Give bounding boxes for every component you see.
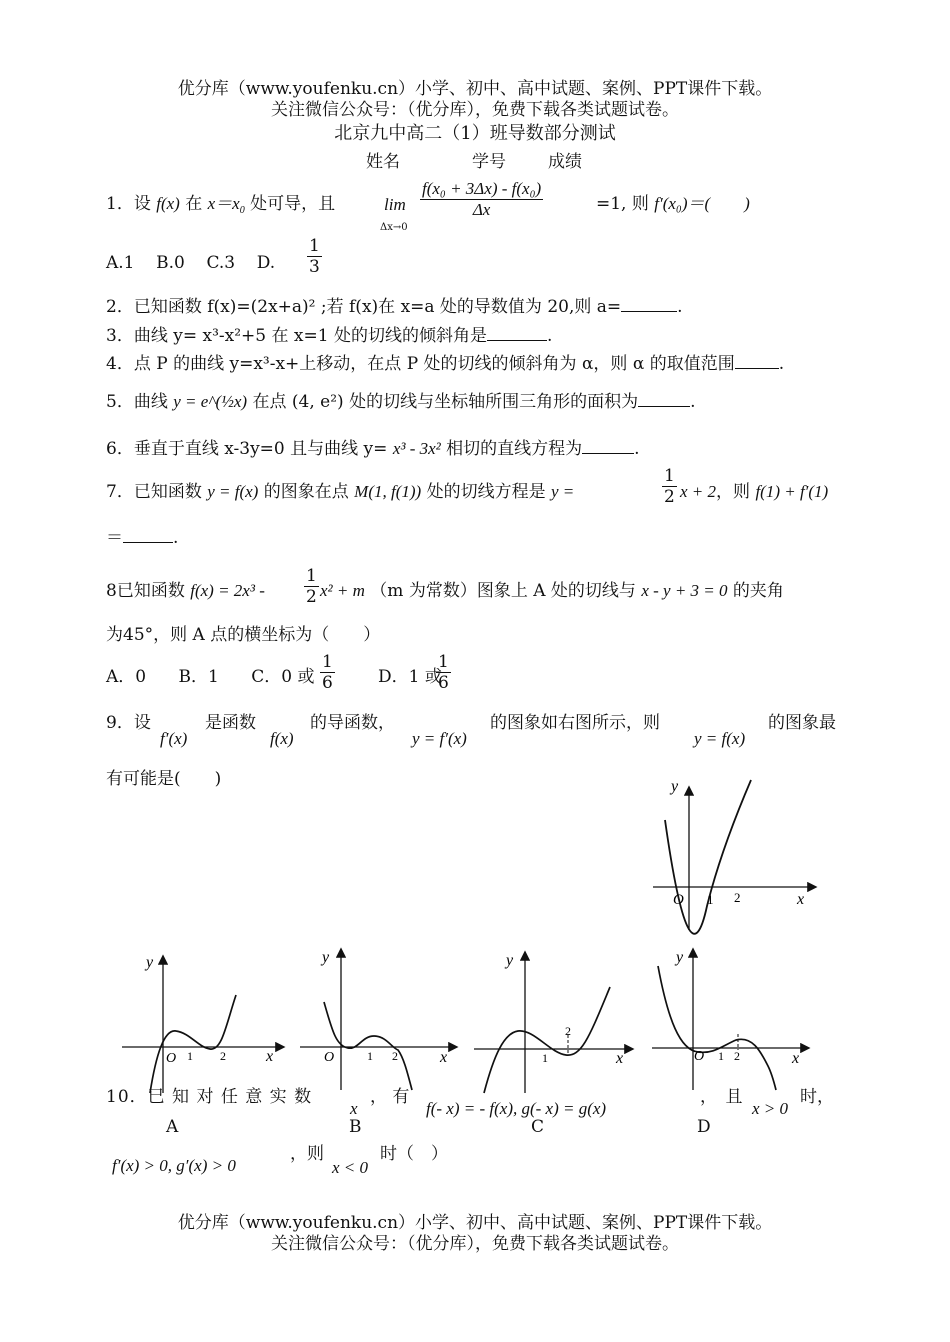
question-10: 10．已 知 对 任 意 实 数: [106, 1087, 313, 1107]
question-8-tail: x² + m （m 为常数）图象上 A 处的切线与 x - y + 3 = 0 的夹角: [320, 581, 784, 601]
tick-1: 1: [718, 1049, 724, 1063]
question-5: 5．曲线 y = e^(½x) 在点 (4, e²) 处的切线与坐标轴所围三角形的面积为 .: [106, 392, 696, 412]
tick-1: 1: [707, 892, 714, 907]
limit-subscript: Δx→0: [380, 222, 408, 233]
q10-condition-3: x < 0: [332, 1158, 369, 1177]
q8-choice-b: B．1: [178, 667, 219, 687]
y-label: y: [506, 952, 514, 969]
q8-choice-a: A．0: [106, 667, 147, 687]
tick-2: 2: [392, 1049, 398, 1063]
q8-choice-c-fraction: $\frac{1}{6}$: [322, 652, 333, 693]
question-1-choices: [106, 252, 275, 274]
tick-2: 2: [565, 1024, 571, 1038]
choice-b: B.0: [156, 253, 185, 273]
name-field-label: 姓名: [366, 152, 400, 172]
q9-y-function: y = f(x): [694, 729, 746, 748]
choice-a: A.1: [106, 253, 135, 273]
option-label-d: D: [697, 1117, 711, 1137]
id-field-label: 学号: [472, 152, 506, 172]
q10-condition: f(- x) = - f(x), g(- x) = g(x): [426, 1099, 607, 1118]
curve-d: [658, 966, 776, 1090]
q10-line-2-condition: f′(x) > 0, g′(x) > 0: [112, 1156, 236, 1175]
limit-fraction: $\frac{\text{f(x₀ + 3Δx) - f(x₀)}}{\Delta x}$: [422, 179, 542, 219]
q8-choice-c: C．0 或: [251, 667, 315, 687]
q10-text-4: 时，: [800, 1087, 834, 1107]
question-8-line-2: 为45°，则 A 点的横坐标为（ ）: [106, 625, 381, 645]
q10-line-2-text: ，则: [290, 1144, 324, 1164]
footer-line-1: 优分库（www.youfenku.cn）小学、初中、高中试题、案例、PPT课件下载。: [177, 1213, 773, 1233]
question-6: 6．垂直于直线 x-3y=0 且与曲线 y= x³ - 3x² 相切的直线方程为 .: [106, 439, 640, 459]
y-label: y: [322, 949, 330, 966]
origin-label: O: [694, 1049, 705, 1064]
question-8: 8已知函数 f(x) = 2x³ -: [106, 581, 265, 601]
parabola-curve: [665, 780, 751, 934]
limit-symbol: lim: [384, 195, 406, 214]
q9-text-2: 是函数: [205, 713, 256, 733]
page-title: 北京九中高二（1）班导数部分测试: [334, 123, 616, 144]
option-d-graph: [648, 940, 818, 1095]
origin-label: O: [166, 1051, 177, 1066]
choice-d: D.: [256, 253, 276, 273]
q10-line-2-tail: 时（ ）: [380, 1144, 448, 1164]
x-label: x: [440, 1049, 448, 1066]
tick-1: 1: [187, 1049, 193, 1063]
q10-var: x: [350, 1099, 358, 1118]
option-a-graph: [118, 945, 288, 1095]
question-7-tail: x + 2，则 f(1) + f′(1): [680, 482, 829, 502]
choice-c: C.3: [206, 253, 236, 273]
tick-2: 2: [734, 890, 741, 905]
header-line-1: 优分库（www.youfenku.cn）小学、初中、高中试题、案例、PPT课件下载。: [177, 79, 773, 99]
option-label-b: B: [349, 1117, 362, 1137]
option-label-a: A: [166, 1117, 179, 1137]
q9-derivative: f′(x): [160, 729, 188, 748]
x-label: x: [616, 1050, 624, 1067]
q9-text-3: 的导函数，: [310, 713, 395, 733]
x-label: x: [797, 891, 805, 908]
q9-text-5: 的图象最: [768, 713, 836, 733]
curve-c: [484, 987, 610, 1093]
q10-text-2: ， 有: [370, 1087, 410, 1107]
origin-label: O: [673, 892, 684, 908]
y-label: y: [146, 954, 154, 971]
option-b-graph: [296, 940, 466, 1095]
question-9: 9．设: [106, 713, 151, 733]
derivative-graph: [645, 770, 820, 940]
option-c-graph: [470, 945, 640, 1095]
question-8-choices: [106, 666, 315, 688]
q10-condition-2: x > 0: [752, 1099, 789, 1118]
question-2: 2．已知函数 f(x)=(2x+a)² ;若 f(x)在 x=a 处的导数值为 20,则 a= .: [106, 297, 683, 317]
origin-label: O: [324, 1050, 335, 1065]
tick-2: 2: [220, 1049, 226, 1063]
header-line-2: 关注微信公众号：（优分库），免费下载各类试题试卷。: [271, 100, 679, 120]
tick-1: 1: [367, 1049, 373, 1063]
tick-1: 1: [542, 1051, 548, 1065]
option-label-c: C: [531, 1117, 545, 1137]
question-1: 1．设 f(x) 在 $x=x_0$ 处可导，且: [106, 194, 336, 216]
q8-choice-d: D．1 或: [378, 667, 442, 687]
q9-function: f(x): [270, 729, 294, 748]
x-label: x: [266, 1048, 274, 1065]
question-7-line-2: ＝ .: [106, 528, 179, 548]
tick-2: 2: [734, 1049, 740, 1063]
footer-line-2: 关注微信公众号：（优分库），免费下载各类试题试卷。: [271, 1234, 679, 1254]
q9-text-4: 的图象如右图所示，则: [490, 713, 660, 733]
curve-b: [324, 1002, 412, 1090]
choice-d-fraction: $\frac{1}{3}$: [309, 236, 320, 277]
y-label: y: [676, 949, 684, 966]
q8-fraction: $\frac{1}{2}$: [306, 566, 317, 607]
question-1-tail: =1, 则 f′(x₀)＝( ): [596, 194, 750, 214]
question-4: 4．点 P 的曲线 y=x³-x+上移动，在点 P 处的切线的倾斜角为 α，则 α 的取值范围 .: [106, 354, 785, 374]
score-field-label: 成绩: [548, 152, 582, 172]
q9-y-derivative: y = f′(x): [412, 729, 467, 748]
q8-choice-d-fraction: $\frac{1}{6}$: [438, 652, 449, 693]
question-9-line-2: 有可能是( ): [106, 769, 222, 789]
x-label: x: [792, 1050, 800, 1067]
question-3: 3．曲线 y= x³-x²+5 在 x=1 处的切线的倾斜角是 .: [106, 326, 553, 346]
q10-text-3: ， 且: [700, 1087, 743, 1107]
q7-fraction: $\frac{1}{2}$: [664, 466, 675, 507]
y-label: y: [671, 778, 679, 795]
question-7: 7．已知函数 y = f(x) 的图象在点 M(1, f(1)) 处的切线方程是 y =: [106, 482, 575, 502]
